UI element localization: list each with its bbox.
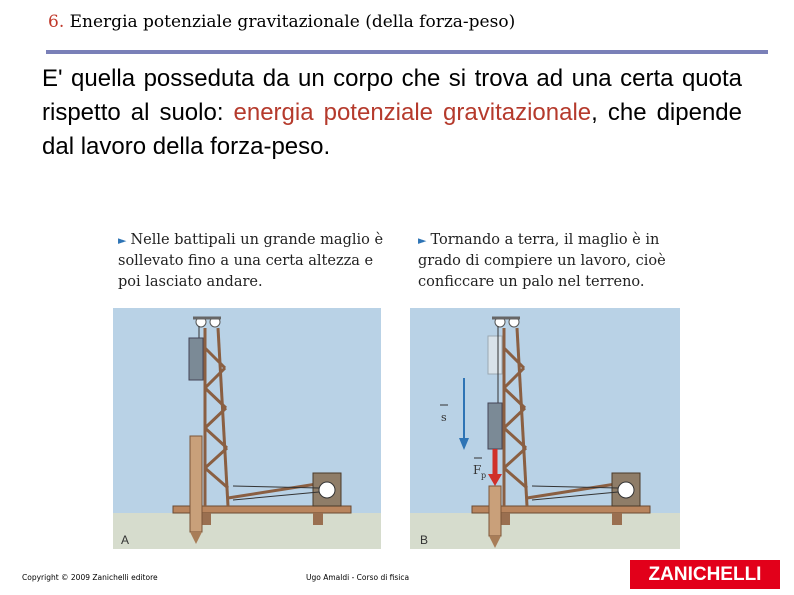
caption-a-text: Nelle battipali un grande maglio è sollevato fino a una certa altezza e poi lasciato andare.: [118, 232, 384, 290]
caption-b: [418, 230, 688, 293]
body-text-part2: , che dipende dal lavoro della forza-peso.: [42, 99, 742, 160]
body-paragraph: [42, 62, 742, 164]
triangle-bullet-icon: ►: [418, 234, 427, 247]
figure-b-label: B: [420, 533, 429, 547]
footer-copyright: Copyright © 2009 Zanichelli editore: [22, 573, 158, 582]
caption-a: [118, 230, 388, 293]
vector-f-subscript: p: [481, 471, 487, 480]
vector-s-label: s: [441, 411, 447, 424]
vector-f-label: F: [473, 463, 482, 477]
title-divider: [46, 50, 768, 54]
triangle-bullet-icon: ►: [118, 234, 127, 247]
body-highlight: energia potenziale gravitazionale: [233, 99, 592, 126]
pile-driver-figure-b: [410, 308, 680, 549]
body-text-part1: E' quella posseduta da un corpo che si trova ad una certa quota rispetto al suolo:: [42, 65, 742, 126]
caption-b-text: Tornando a terra, il maglio è in grado di compiere un lavoro, cioè conficcare un palo nel terreno.: [418, 232, 666, 290]
pile-driver-figure-a: [113, 308, 381, 549]
slide-title-text: Energia potenziale gravitazionale (della forza-peso): [69, 12, 516, 32]
slide-number: 6.: [48, 12, 65, 32]
figure-a-label: A: [121, 533, 130, 547]
slide-title: [48, 12, 768, 32]
publisher-logo: ZANICHELLI: [630, 560, 780, 589]
footer-author: Ugo Amaldi - Corso di fisica: [306, 573, 410, 582]
